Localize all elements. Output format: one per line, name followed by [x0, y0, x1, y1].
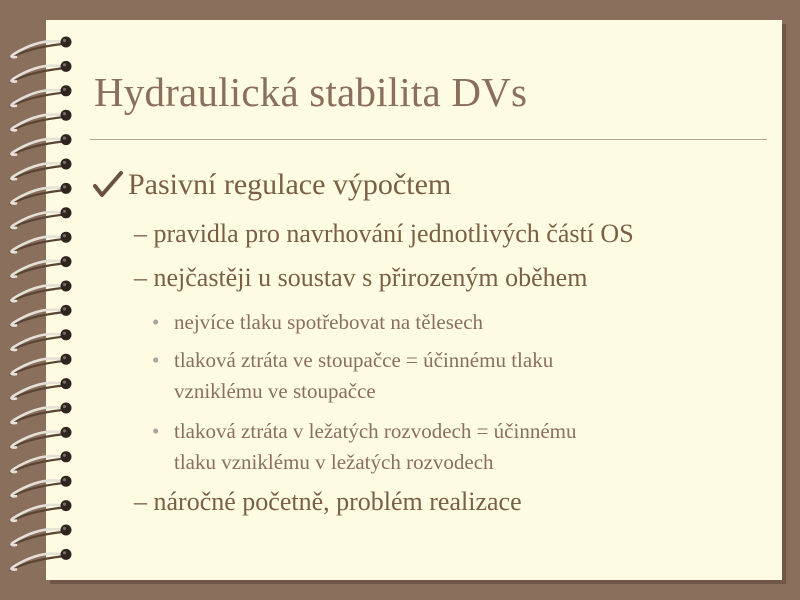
- spiral-ring: [10, 256, 72, 278]
- spiral-ring: [10, 476, 72, 498]
- bullet-level1: [92, 168, 451, 202]
- spiral-ring: [10, 378, 72, 400]
- sub-item-2-line1: tlaková ztráta ve stoupačce = účinnému tlaku: [174, 348, 554, 372]
- spiral-ring: [10, 329, 72, 351]
- spiral-ring: [10, 525, 72, 547]
- spiral-ring: [10, 207, 72, 229]
- spiral-ring: [10, 37, 72, 59]
- sub-item-3-line2: tlaku vzniklému v ležatých rozvodech: [174, 450, 494, 474]
- spiral-ring: [10, 451, 72, 473]
- spiral-ring: [10, 232, 72, 254]
- bullet-dot: •: [152, 419, 160, 443]
- sub-item-1: [152, 307, 484, 338]
- spiral-ring: [10, 159, 72, 181]
- dash-item-3: – náročné početně, problém realizace: [134, 487, 522, 516]
- check-icon: [92, 170, 126, 200]
- spiral-ring: [10, 110, 72, 132]
- dash-item-2: – nejčastěji u soustav s přirozeným oběhem: [134, 263, 588, 292]
- spiral-ring: [10, 281, 72, 303]
- sub-item-1-line1: nejvíce tlaku spotřebovat na tělesech: [174, 310, 484, 334]
- spiral-ring: [10, 500, 72, 521]
- spiral-binding: [0, 0, 90, 600]
- spiral-ring: [10, 183, 72, 205]
- sub-item-3-line1: tlaková ztráta v ležatých rozvodech = účinnému: [174, 419, 577, 443]
- spiral-ring: [10, 549, 72, 571]
- bullet-level1-text: Pasivní regulace výpočtem: [128, 168, 452, 201]
- slide-title: Hydraulická stabilita DVs: [94, 69, 528, 115]
- spiral-ring: [10, 354, 72, 376]
- sub-item-3: [152, 416, 577, 478]
- slide-page: [46, 20, 782, 580]
- sub-item-2-line2: vzniklému ve stoupačce: [174, 379, 376, 403]
- bullet-dot: •: [152, 348, 160, 372]
- spiral-ring: [10, 403, 72, 425]
- dash-item-1: – pravidla pro navrhování jednotlivých částí OS: [134, 219, 634, 248]
- spiral-ring: [10, 427, 72, 449]
- sub-item-2: [152, 345, 554, 407]
- spiral-ring: [10, 305, 72, 327]
- spiral-ring: [10, 134, 72, 156]
- spiral-ring: [10, 85, 72, 107]
- spiral-ring: [10, 61, 72, 83]
- title-divider: [90, 139, 767, 140]
- bullet-dot: •: [152, 310, 160, 334]
